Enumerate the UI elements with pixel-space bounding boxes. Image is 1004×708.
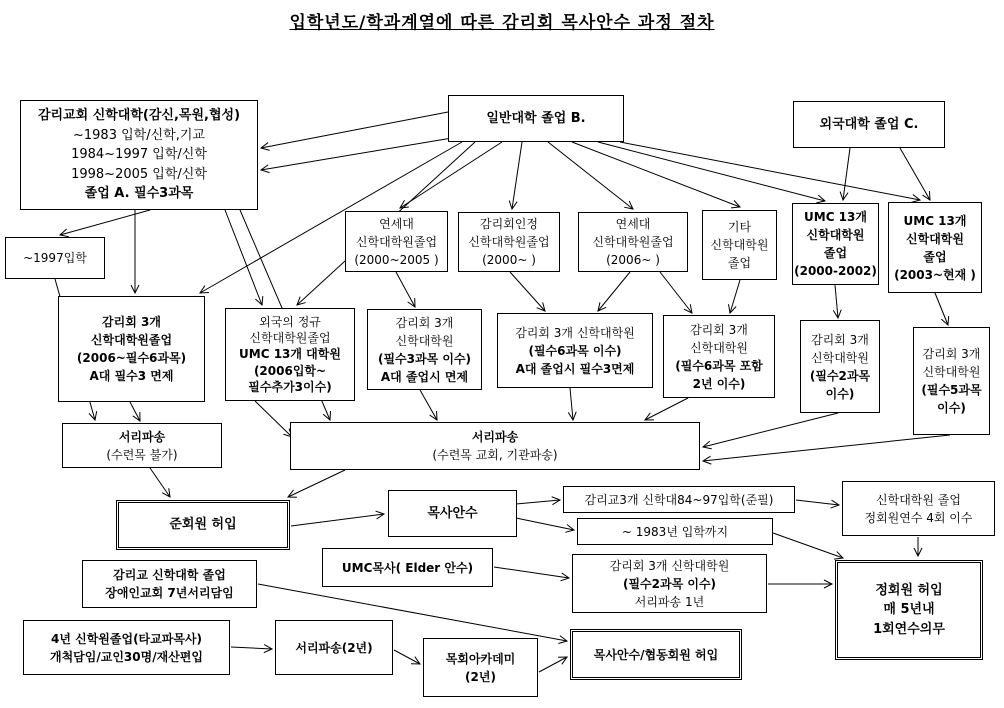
node-gamni3-req5 [913,327,990,435]
node-foreign-univ [793,101,945,148]
node-text: 서리파송 [471,430,519,444]
arrow [60,210,150,235]
node-text: 졸업 A. 필수3과목 [84,186,194,202]
node-text: (수련목 불가) [106,447,178,462]
node-text: 외국의 정규 [259,315,321,330]
node-text: A대 필수3 면제 [89,369,174,383]
arrow [773,533,843,558]
node-text: 외국대학 졸업 C. [819,116,919,132]
node-text: 준회원 허입 [169,517,237,533]
node-text: ~ 1983년 입학까지 [621,524,729,539]
node-jeonghoewon [835,560,983,660]
node-text: 장애인교회 7년서리담임 [105,586,234,600]
node-text: 1998~2005 입학/신학 [71,166,207,182]
node-ansu-hyupdong [570,629,742,680]
node-text: 일반대학 졸업 B. [486,110,586,126]
node-seminary-grad4 [842,481,995,536]
node-req2-seori [572,554,767,613]
node-text: 4년 신학원졸업(타교파목사) [50,631,202,646]
node-text: 감리회인정 [480,217,538,231]
node-text: 신학대학원졸업 [355,234,438,249]
arrow [843,148,850,200]
node-gamni3-req6 [497,313,653,388]
node-text: 신학대학원 [922,365,981,379]
node-text: 졸업 [727,256,752,270]
node-text: 신학대학원졸업 [592,235,674,249]
node-gamni3-2006 [58,296,205,402]
node-text: (2006~ ) [606,253,660,267]
arrow [645,398,688,420]
arrow [231,647,272,649]
node-text: (필수2과목 이수) [622,576,717,591]
node-text: 신학대학원 [690,340,748,355]
node-foreign-regular [225,308,355,401]
node-until-1983 [577,518,773,545]
arrow [570,388,573,420]
arrow [516,518,574,530]
node-text: 서리파송(2년) [295,640,373,655]
node-text: (2000~ ) [482,253,536,267]
node-text: 신학대학원졸업 [468,235,550,249]
node-text: 졸업 [823,246,848,260]
arrow [796,500,839,505]
arrow [548,142,633,209]
node-moksa-ansu [388,490,517,537]
arrow [835,285,838,318]
node-umc-pastor [322,548,493,587]
node-text: 감리회 3개 [922,347,981,361]
arrow [539,657,567,672]
node-text: UMC 13개 대학원 [239,347,341,362]
node-text: 목사안수 [427,505,478,521]
node-text: 정회원 허입 [875,582,943,598]
node-junhoewon [116,500,290,550]
arrow [935,293,948,325]
arrow [494,567,569,578]
node-text: 매 5년내 [883,602,935,618]
node-ministry-academy [423,638,538,697]
node-text: 2년 이수) [692,376,746,391]
node-text: UMC 13개 [804,210,867,224]
node-text: 감리회 3개 [395,315,454,330]
node-text: (2006~필수6과목) [76,351,187,365]
node-text: 목회아카데미 [445,651,516,666]
node-text: 1984~1997 입학/신학 [71,147,207,163]
arrow [400,142,502,208]
arrow [620,142,920,200]
node-text: A대 졸업시 필수3면제 [515,361,635,376]
arrow [730,280,740,313]
node-seori-wide [290,422,700,470]
node-text: (필수6과목 포함 [675,358,763,373]
node-approved-2000 [458,212,560,272]
node-text: 감리교3개 신학대84~97입학(준필) [584,492,774,507]
arrow [255,401,292,437]
node-text: (필수2과목 [809,368,871,383]
node-text: 필수추가3이수) [248,379,332,394]
arrow [420,390,437,420]
node-text: 연세대 [379,216,414,231]
node-yonsei-2000 [345,211,448,272]
node-other-seminary [702,210,777,280]
node-text: 개척담임/교인30명/재산편입 [50,649,203,664]
node-gamni3-8497 [563,486,795,513]
node-text: UMC목사( Elder 안수) [341,560,474,575]
page-title: 입학년도/학과계열에 따른 감리회 목사안수 과정 절차 [289,13,715,33]
node-text: UMC 13개 [903,213,967,228]
node-text: (필수3과목 이수) [377,351,472,366]
arrow [291,514,384,526]
node-until-1997 [5,237,105,279]
arrow [288,470,345,497]
node-umc-2003 [888,202,982,293]
node-text: (2000~2005 ) [354,252,439,267]
node-text: ~1983 입학/신학,기교 [73,127,205,143]
node-gamni3-req3 [367,309,482,390]
arrow [598,272,630,311]
node-gamni3-req6-2yr [663,315,775,398]
node-text: (필수6과목 이수) [528,343,622,358]
arrow [150,468,170,497]
node-text: 감리회 3개 신학대학원 [515,325,635,340]
node-text: 감리회 3개 신학대학원 [609,558,730,573]
node-text: 서리파송 [118,429,166,444]
node-text: 연세대 [615,217,651,231]
arrow [396,272,415,307]
node-text: (2년) [465,669,496,684]
node-yonsei-2006 [578,212,688,272]
node-text: 서리파송 1년 [634,594,705,609]
node-umc-2000 [792,203,879,285]
node-text: 신학대학원졸업 [249,331,331,346]
arrow [900,148,930,200]
arrow [261,112,448,148]
node-text: 이수) [825,386,855,401]
arrow [394,650,420,664]
node-gamni3-req2 [800,320,880,413]
node-text: A대 졸업시 면제 [380,369,469,384]
node-text: 감리회 3개 [690,322,748,337]
arrow [598,142,825,201]
node-text: 신학대학원졸업 [90,333,173,347]
node-text: 기타 [727,220,752,234]
node-text: 신학대학원 [806,228,865,242]
arrow [510,272,545,311]
arrow [660,272,692,313]
node-seori-no-trainee [62,423,222,468]
node-text: 졸업 [923,249,947,264]
node-four-year [23,620,230,675]
node-text: 1회연수의무 [873,621,945,637]
arrow [130,402,140,421]
node-text: 목사안수/협동회원 허입 [593,647,719,662]
arrow [703,435,950,461]
node-text: 이수) [937,401,966,415]
node-text: 신학대학원 [811,350,869,365]
arrow [225,210,262,305]
node-text: 신학대학원 졸업 [876,492,961,507]
node-text: 감리회 3개 [102,315,161,329]
arrow [703,413,838,447]
node-text: (2000-2002) [794,264,877,278]
node-text: (2003~현재 ) [894,267,976,282]
node-text: 신학대학원 [710,238,769,252]
arrow [516,500,560,504]
node-text: (필수5과목 [921,383,982,397]
node-text: 신학대학원 [395,333,454,348]
node-text: 감리교 신학대학 졸업 [113,568,226,582]
node-text: (수련목 교회, 기관파송) [432,448,558,462]
node-text: ~1997입학 [23,251,87,265]
node-text: 신학대학원 [906,231,964,246]
node-methodist-univ [20,100,258,210]
node-text: 감리회 3개 [811,332,869,347]
node-text: 정회원연수 4회 이수 [864,510,973,525]
node-general-univ [448,95,624,142]
node-seori-2yr [275,620,393,675]
node-text: (2006입학~ [253,363,327,378]
node-text: 감리교회 신학대학(감신,목원,협성) [37,108,241,124]
arrow [572,142,740,207]
arrow [512,142,522,209]
node-disabled-church [82,560,257,608]
